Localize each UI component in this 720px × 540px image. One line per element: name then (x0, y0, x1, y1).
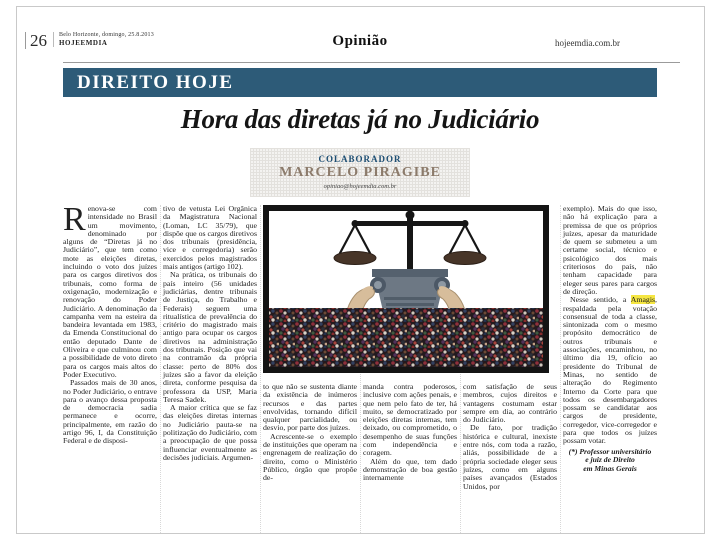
publication-block (53, 32, 154, 47)
signature-line: (*) Professor universitário (568, 446, 652, 456)
paragraph: De fato, por tradição histórica e cultural, inexiste entre nós, com toda a razão, aliás, possibilidade de a própria sociedade eleger seus juízes, como em alguns países avançados (Estados Unidos, por (463, 423, 557, 491)
byline-box (250, 148, 470, 197)
paragraph-text: , respaldada pela votação consensual de toda a classe, sintonizada com o mesmo propósito democrático de outros tribunais e associações, encaminhou, no último dia 19, ofício ao presidente do Tribunal de Minas, no sentido de alteração do Regimento Interno da Corte para que todos os desembargadores possam se candidatar aos cargos de presidente, corregedor, vice-corregedor e para que todos os juízes possam votar. (563, 295, 657, 446)
paragraph: A maior crítica que se faz das eleições diretas internas no Judiciário pauta-se na politização do Judiciário, com a preocupação de que possa influenciar eventualmente as decisões judiciais. Argumen- (163, 403, 257, 462)
paragraph: Acrescente-se o exemplo de instituições que operam na engrenagem de realização do direito, como o Ministério Público, órgão que propõe de- (263, 431, 357, 483)
paragraph: Passados mais de 30 anos, no Poder Judiciário, o entrave para o avanço dessa proposta de democracia sadia permanece e ocorre, principalmente, em razão do artigo 96, I, da Constituição Federal e de disposi- (63, 378, 157, 446)
paragraph: manda contra poderosos, inclusive com ações penais, e que nem pelo fato de ter, há muito, se democratizado por eleições diretas internas, tem deixado, ou comprometido, o desempenho de suas funções com independência e coragem. (363, 382, 457, 458)
column-2 (160, 205, 257, 533)
paragraph: exemplo). Mais do que isso, não há explicação para a premissa de que os próprios juízes, apesar da maturidade de quem se submeteu a um certame social, técnico e psicológico dos mais criteriosos do país, não tenham capacidade para eleger seus pares para cargos de direção. (563, 205, 657, 296)
justice-scales-illustration (263, 205, 549, 373)
byline-email: opiniao@hojeemdia.com.br (323, 183, 397, 190)
paragraph: tivo de vetusta Lei Orgânica da Magistratura Nacional (Loman, LC 35/79), que dispõe que os cargos diretivos dos tribunais (presidência, vice e corregedoria) serão exercidos pelos magistrados mais antigos (artigo 102). (163, 205, 257, 272)
column-1 (63, 205, 157, 533)
article-body (63, 205, 657, 533)
byline-author: MARCELO PIRAGIBE (279, 165, 441, 180)
article-headline: Hora das diretas já no Judiciário (180, 104, 540, 134)
column-6 (560, 205, 657, 533)
paragraph (63, 205, 157, 379)
paragraph-text: Nesse sentido, a (570, 295, 631, 305)
banner-title: DIREITO HOJE (77, 72, 234, 93)
page-number: 26 (25, 32, 47, 49)
highlight-amagis: Amagis (630, 295, 656, 305)
paragraph (563, 296, 657, 445)
section-title: Opinião (332, 33, 388, 49)
signature-line: em Minas Gerais (583, 463, 637, 473)
crowd-photo (267, 308, 545, 367)
byline-role: COLABORADOR (318, 154, 402, 164)
paragraph-text: enova-se com intensidade no Brasil um movimento, denominado por alguns de “Diretas já no Judiciário”, que tem como mote as eleições diretas, incluindo o voto dos juízes para os cargos diretivos dos tribunais, como forma de oxigenação, modernização e renovação do Poder Judiciário. A denominação da campanha vem na esteira da bandeira levantada em 1983, da Emenda Constitucional do então deputado Dante de Oliveira e que culminou com a possibilidade de voto direto para os cargos mais altos do Poder Executivo. (63, 205, 157, 379)
date-line: Belo Horizonte, domingo, 25.8.2013 (59, 32, 154, 38)
column-banner (63, 68, 657, 97)
masthead-rule (63, 62, 680, 63)
website-url: hojeemdia.com.br (555, 38, 620, 48)
brand-logo: HOJEEMDIA (59, 39, 108, 47)
paragraph: com satisfação de seus membros, cujos direitos e vantagens costumam estar sempre em dia, ao contrário do Judiciário. (463, 382, 557, 425)
signature-line: e juiz de Direito (585, 455, 635, 465)
paragraph: Além do que, tem dado demonstração de boa gestão internamente (363, 456, 457, 483)
justice-scales-svg (263, 205, 549, 373)
dropcap: R (63, 205, 86, 238)
paragraph: Na prática, os tribunais do país inteiro (56 unidades judiciárias, dentre tribunais de Justiça, do Trabalho e Federais) seguem uma ritualística de prevalência do critério do magistrado mais antigo para ocupar os cargos diretivos na administração dos tribunais. Posição que vai na contramão da própria classe: perto de 80% dos juízes são a favor da eleição direta, conforme pesquisa da professora da USP, Maria Teresa Sadek. (163, 270, 257, 404)
masthead-left (25, 32, 154, 49)
author-signature (563, 448, 657, 474)
paragraph: to que não se sustenta diante da existência de inúmeros recursos e das partes envolvidas, tornando difícil qualquer parcialidade, ou desvio, por parte dos juízes. (263, 382, 357, 433)
